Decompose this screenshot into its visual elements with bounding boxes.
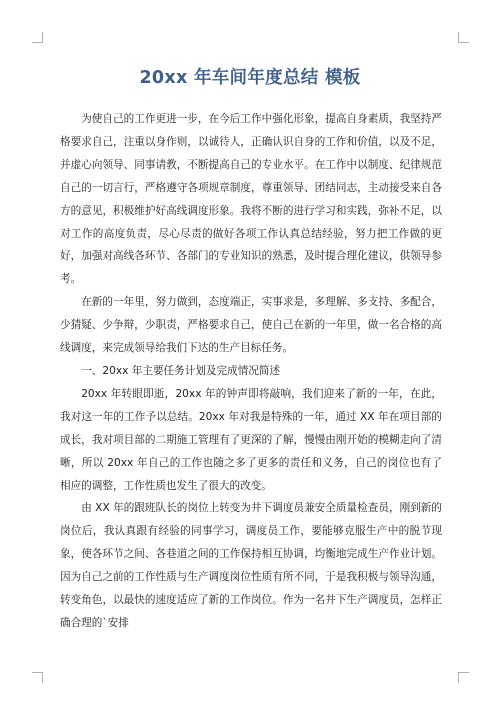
- document-title: 20xx 年车间年度总结 模板: [139, 68, 361, 88]
- paragraph-new-year: 在新的一年里，努力做到，态度端正，实事求是，多理解、多支持、多配合，少猜疑、少争辩，少职责，严格要求自己，使自己在新的一年里，做一名合格的高线调度，来完成领导给我们下达的生产目标任务。: [60, 296, 442, 355]
- section-heading-1: 一、20xx 年主要任务计划及完成情况简述: [81, 364, 281, 377]
- paragraph-summary: 20xx 年转眼即逝，20xx 年的钟声即将敲响，我们迎来了新的一年，在此，我对这一年的工作予以总结。20xx 年对我是特殊的一年，通过 XX 年在项目部的成长，我对项目部的二期施工管理有了更深的了解，慢慢由刚开始的模糊走向了清晰，所以 20xx 年自己的工作也随之多了更多的责任和义务，自己的岗位也有了相应的调整，工作性质也发生了很大的改变。: [60, 387, 442, 492]
- crop-mark-bottom-right: [458, 672, 469, 683]
- crop-mark-top-right: [458, 32, 469, 43]
- crop-mark-top-left: [32, 32, 43, 43]
- paragraph-role-change: 由 XX 年的跟班队长的岗位上转变为井下调度员兼安全质量检查员，刚到新的岗位后，我认真跟有经验的同事学习，调度员工作，要能够克服生产中的脱节现象，使各环节之间、各巷道之间的工作保持相互协调，均衡地完成生产作业计划。因为自己之前的工作性质与生产调度岗位性质有所不同，于是我积极与领导沟通，转变角色，以最快的速度适应了新的工作岗位。作为一名井下生产调度员，怎样正确合理的`安排: [60, 502, 442, 629]
- paragraph-intro: 为使自己的工作更进一步，在今后工作中强化形象，提高自身素质，我坚持严格要求自己，注重以身作则，以诚待人，正确认识自身的工作和价值，以及不足，并虚心向领导、同事请教，不断提高自己的专业水平。在工作中以制度、纪律规范自己的一切言行，严格遵守各项规章制度，尊重领导、团结同志，主动接受来自各方的意见，积极维护好高线调度形象。我将不断的进行学习和实践，弥补不足，以对工作的高度负责，尽心尽责的做好各项工作认真总结经验，努力把工作做的更好，加强对高线各环节、各部门的专业知识的熟悉，及时提合理化建议，供领导参考。: [60, 113, 442, 286]
- crop-mark-bottom-left: [32, 672, 43, 683]
- document-body: [60, 108, 442, 635]
